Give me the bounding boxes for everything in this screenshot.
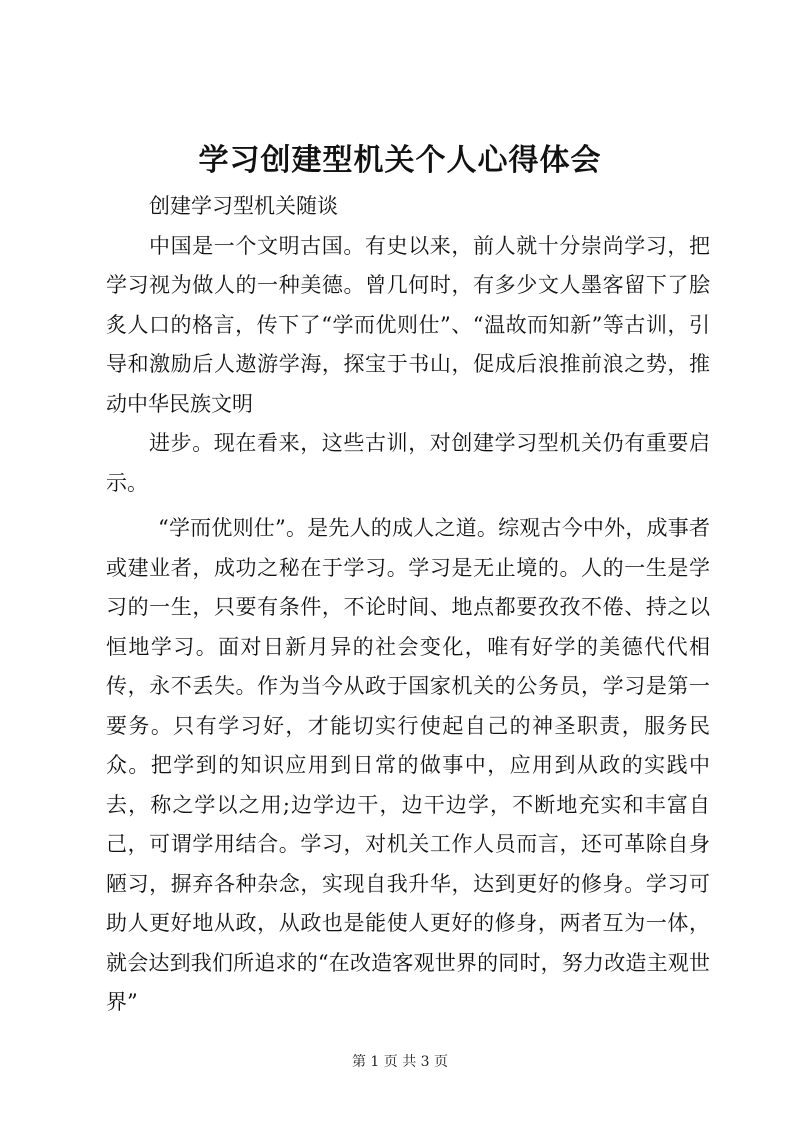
document-body <box>106 187 710 1023</box>
paragraph-subtitle: 创建学习型机关随谈 <box>149 194 338 218</box>
paragraph-continuation: 进步。现在看来，这些古训，对创建学习型机关仍有重要启示。 <box>106 431 710 495</box>
document-title: 学习创建型机关个人心得体会 <box>198 143 602 178</box>
page-footer: 第 1 页 共 3 页 <box>351 1054 449 1070</box>
paragraph-main: “学而优则仕”。是先人的成人之道。综观古今中外，成事者或建业者，成功之秘在于学习。学习是无止境的。人的一生是学习的一生，只要有条件，不论时间、地点都要孜孜不倦、持之以恒地学习。面对日新月异的社会变化，唯有好学的美德代代相传，永不丢失。作为当今从政于国家机关的公务员，学习是第一要务。只有学习好，才能切实行使起自己的神圣职责，服务民众。把学到的知识应用到日常的做事中，应用到从政的实践中去，称之学以之用;边学边干，边干边学，不断地充实和丰富自己，可谓学用结合。学习，对机关工作人员而言，还可革除自身陋习，摒弃各种杂念，实现自我升华，达到更好的修身。学习可助人更好地从政，从政也是能使人更好的修身，两者互为一体，就会达到我们所追求的“在改造客观世界的同时，努力改造主观世界” <box>106 516 710 1014</box>
paragraph-intro: 中国是一个文明古国。有史以来，前人就十分崇尚学习，把学习视为做人的一种美德。曾几何时，有多少文人墨客留下了脍炙人口的格言，传下了“学而优则仕”、“温故而知新”等古训，引导和激励后人遨游学海，探宝于书山，促成后浪推前浪之势，推动中华民族文明 <box>106 233 710 416</box>
